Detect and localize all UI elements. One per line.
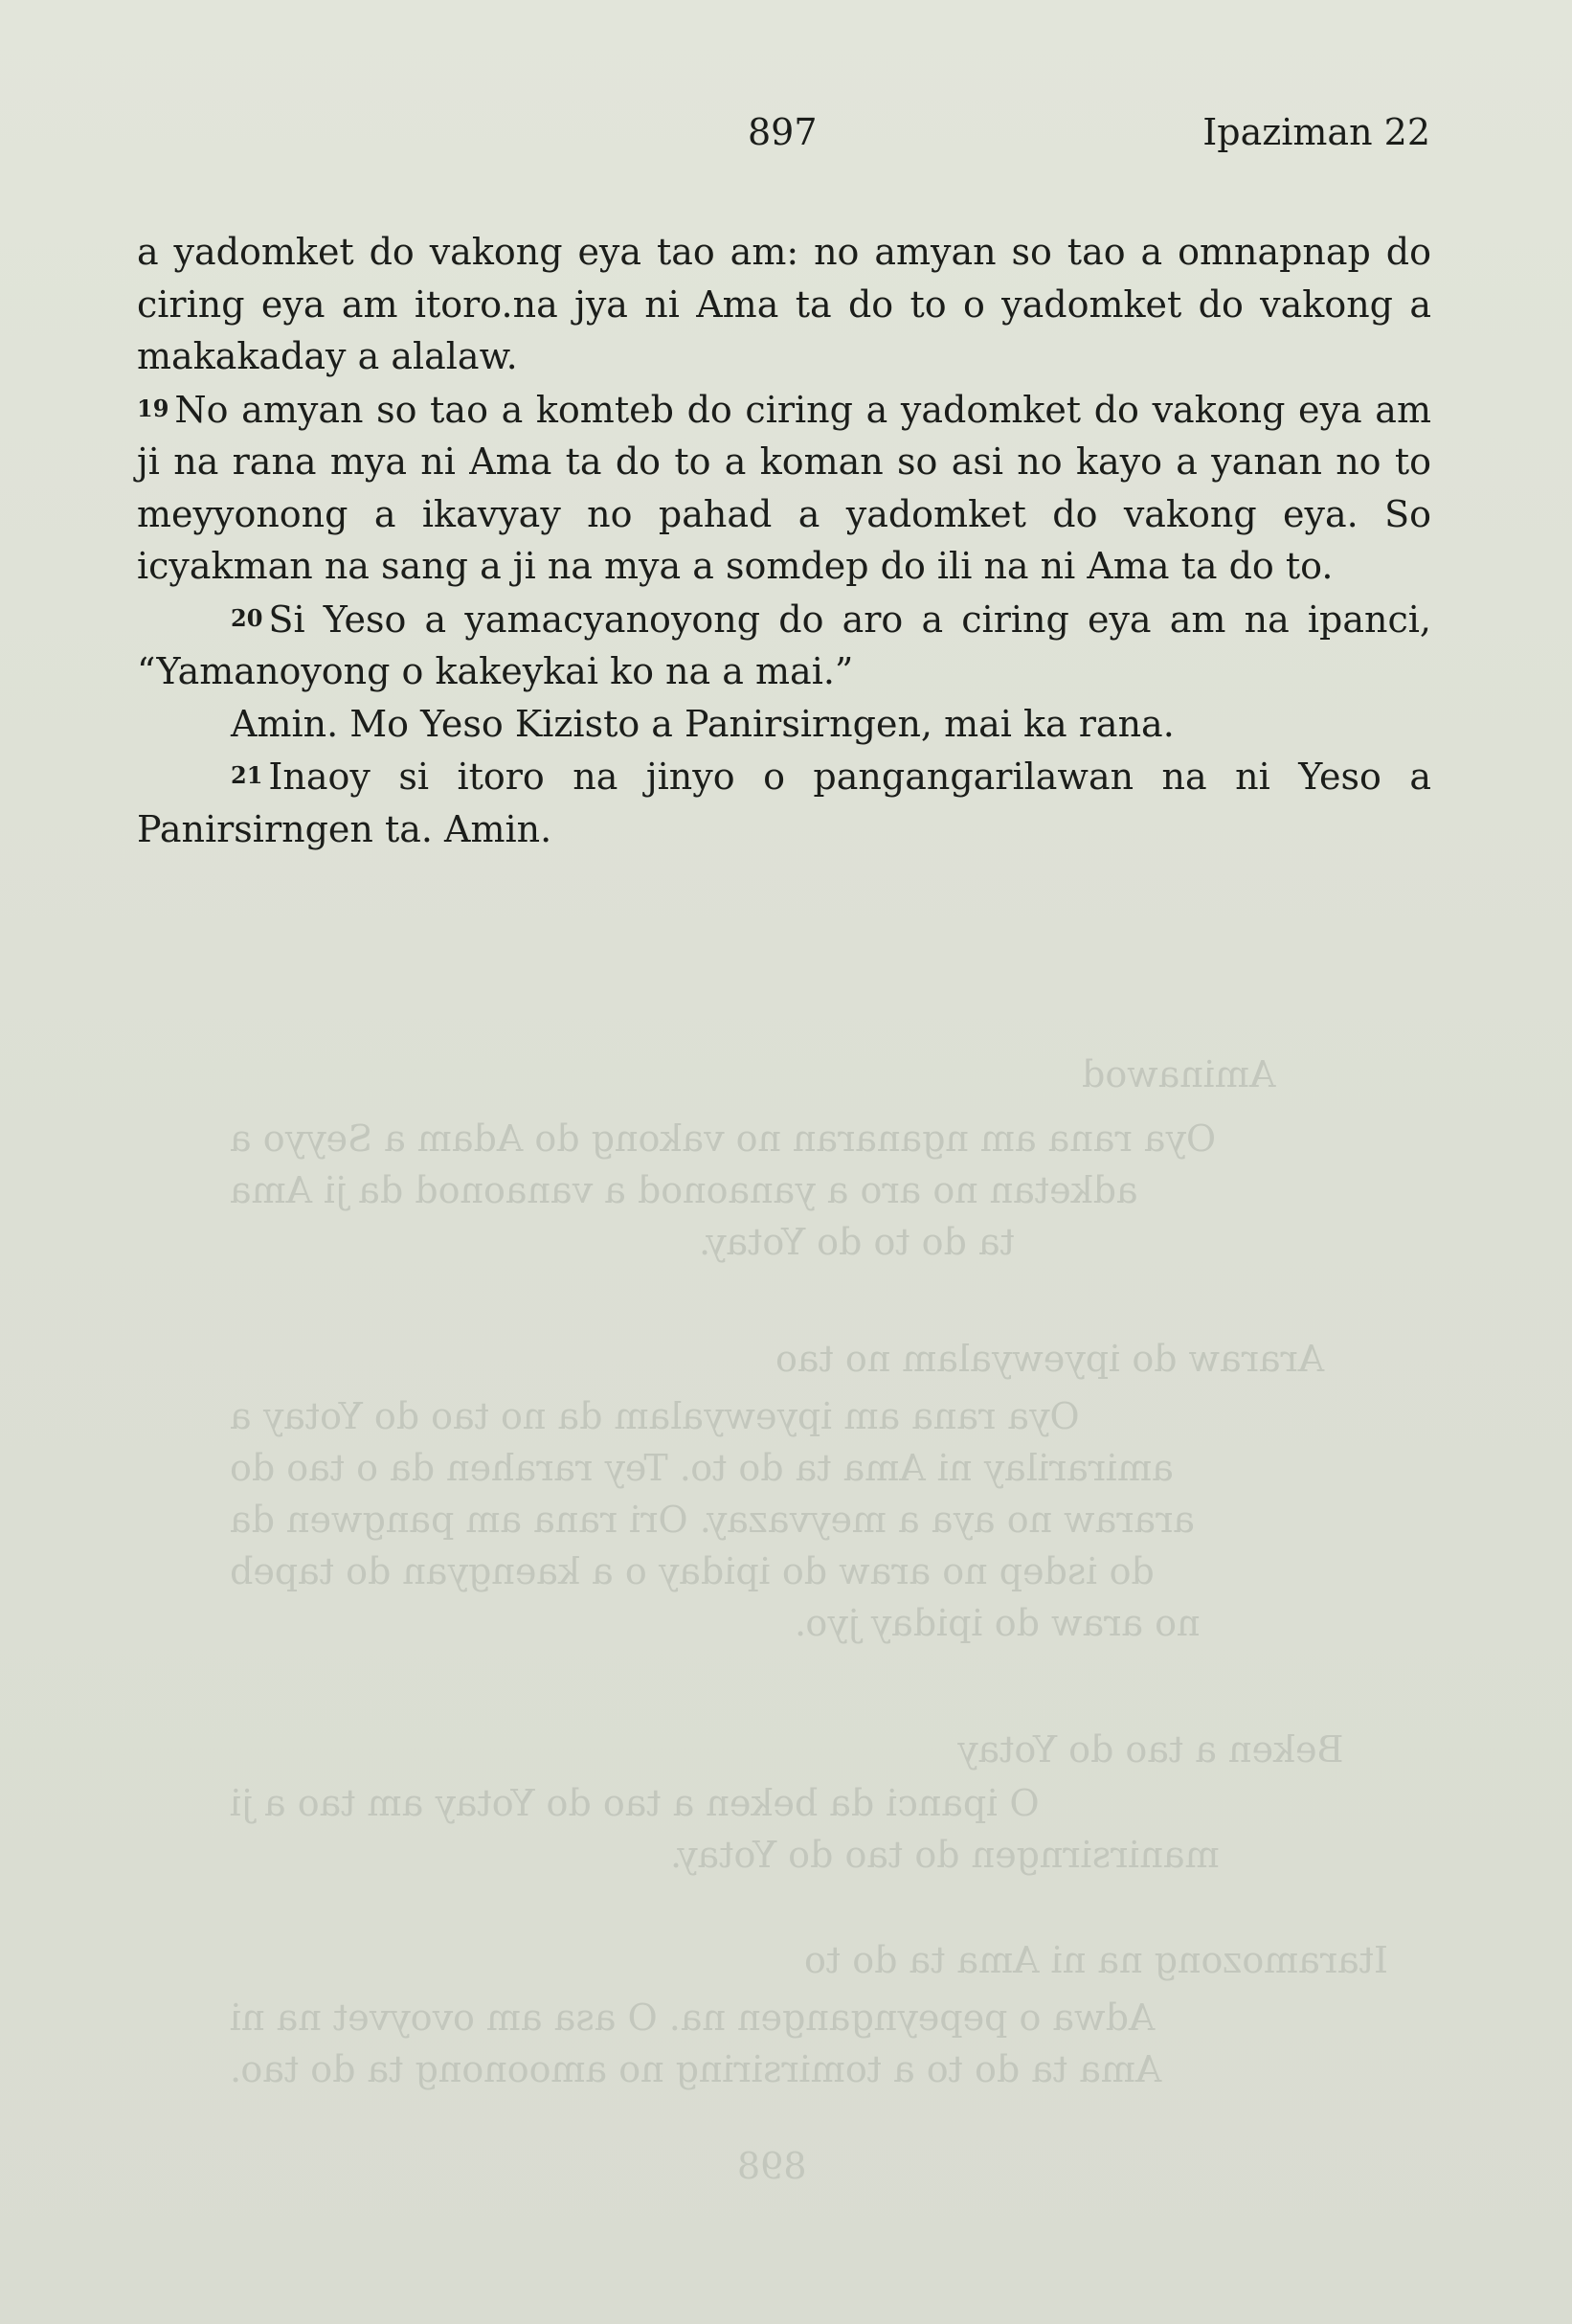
bleed-line: adketan no aro a yanaonod a vanaonod da ji Ama <box>230 1169 1138 1211</box>
bleed-line: araraw no aya a meyvazay. Ori rana am pangwen da <box>230 1499 1195 1541</box>
verse-text: Inaoy si itoro na jinyo o pangangarilawan na ni Yeso a Panirsirngen ta. Amin. <box>137 756 1431 850</box>
body-text <box>137 226 1431 855</box>
running-header <box>137 107 1430 157</box>
paragraph <box>137 226 1431 383</box>
bleed-line: Oya rana am nganaran no vakong do Adam a Seyyo a <box>230 1117 1217 1160</box>
bleed-heading: Itaramozong na ni Ama ta do to <box>804 1939 1389 1981</box>
verse-paragraph <box>137 750 1431 855</box>
verse-paragraph <box>137 383 1431 593</box>
bleed-heading: Araraw do ipyewyalam no tao <box>775 1338 1325 1380</box>
bleed-page-number: 898 <box>737 2145 807 2187</box>
bleed-line: manirsirngen do tao do Yotay. <box>670 1834 1220 1876</box>
bleed-line: Adwa o pepeyngangen na. O asa am ovoyvet na ni <box>230 1997 1156 2039</box>
bleed-line: ta do to do Yotay. <box>699 1221 1015 1263</box>
bleed-line: no araw do ipiday jyo. <box>795 1602 1201 1644</box>
bleed-line: O ipanci da beken a tao do Yotay am tao a ji <box>230 1782 1040 1824</box>
paragraph-text: a yadomket do vakong eya tao am: no amyan so tao a omnapnap do ciring eya am itoro.na jya ni Ama ta do to o yadomket do vakong a makakaday a alalaw. <box>137 231 1431 377</box>
verse-text: Si Yeso a yamacyanoyong do aro a ciring eya am na ipanci, “Yamanoyong o kakeykai ko na a mai.” <box>137 598 1431 692</box>
verse-text: No amyan so tao a komteb do ciring a yadomket do vakong eya am ji na rana mya ni Ama ta do to a koman so asi no kayo a yanan no to meyyonong a ikavyay no pahad a yadomket do vakong eya. So icyakman na sang a ji na mya a somdep do ili na ni Ama ta do to. <box>137 388 1431 587</box>
verse-number: 20 <box>231 603 263 632</box>
bleed-line: Ama ta do to a tomirsiring no amoonong ta do tao. <box>230 2048 1162 2090</box>
bleed-heading: Beken a tao do Yotay <box>957 1728 1344 1771</box>
paragraph <box>137 698 1431 751</box>
verse-number: 21 <box>231 761 263 789</box>
verse-number: 19 <box>137 394 169 422</box>
bleed-line: Oya rana am ipyewyalam da no tao do Yotay a <box>230 1395 1080 1437</box>
page-number: 897 <box>748 111 818 153</box>
bleed-line: do isdep no araw do ipiday o a kaengyan do tapeb <box>230 1550 1155 1592</box>
verse-paragraph <box>137 593 1431 698</box>
section-title: Ipaziman 22 <box>1202 111 1430 153</box>
bleed-heading: Aminawod <box>1082 1053 1276 1095</box>
paragraph-text: Amin. Mo Yeso Kizisto a Panirsirngen, mai ka rana. <box>231 702 1175 745</box>
bleed-line: amirarilay ni Ama ta do to. Tey rarahen da o tao do <box>230 1447 1174 1489</box>
